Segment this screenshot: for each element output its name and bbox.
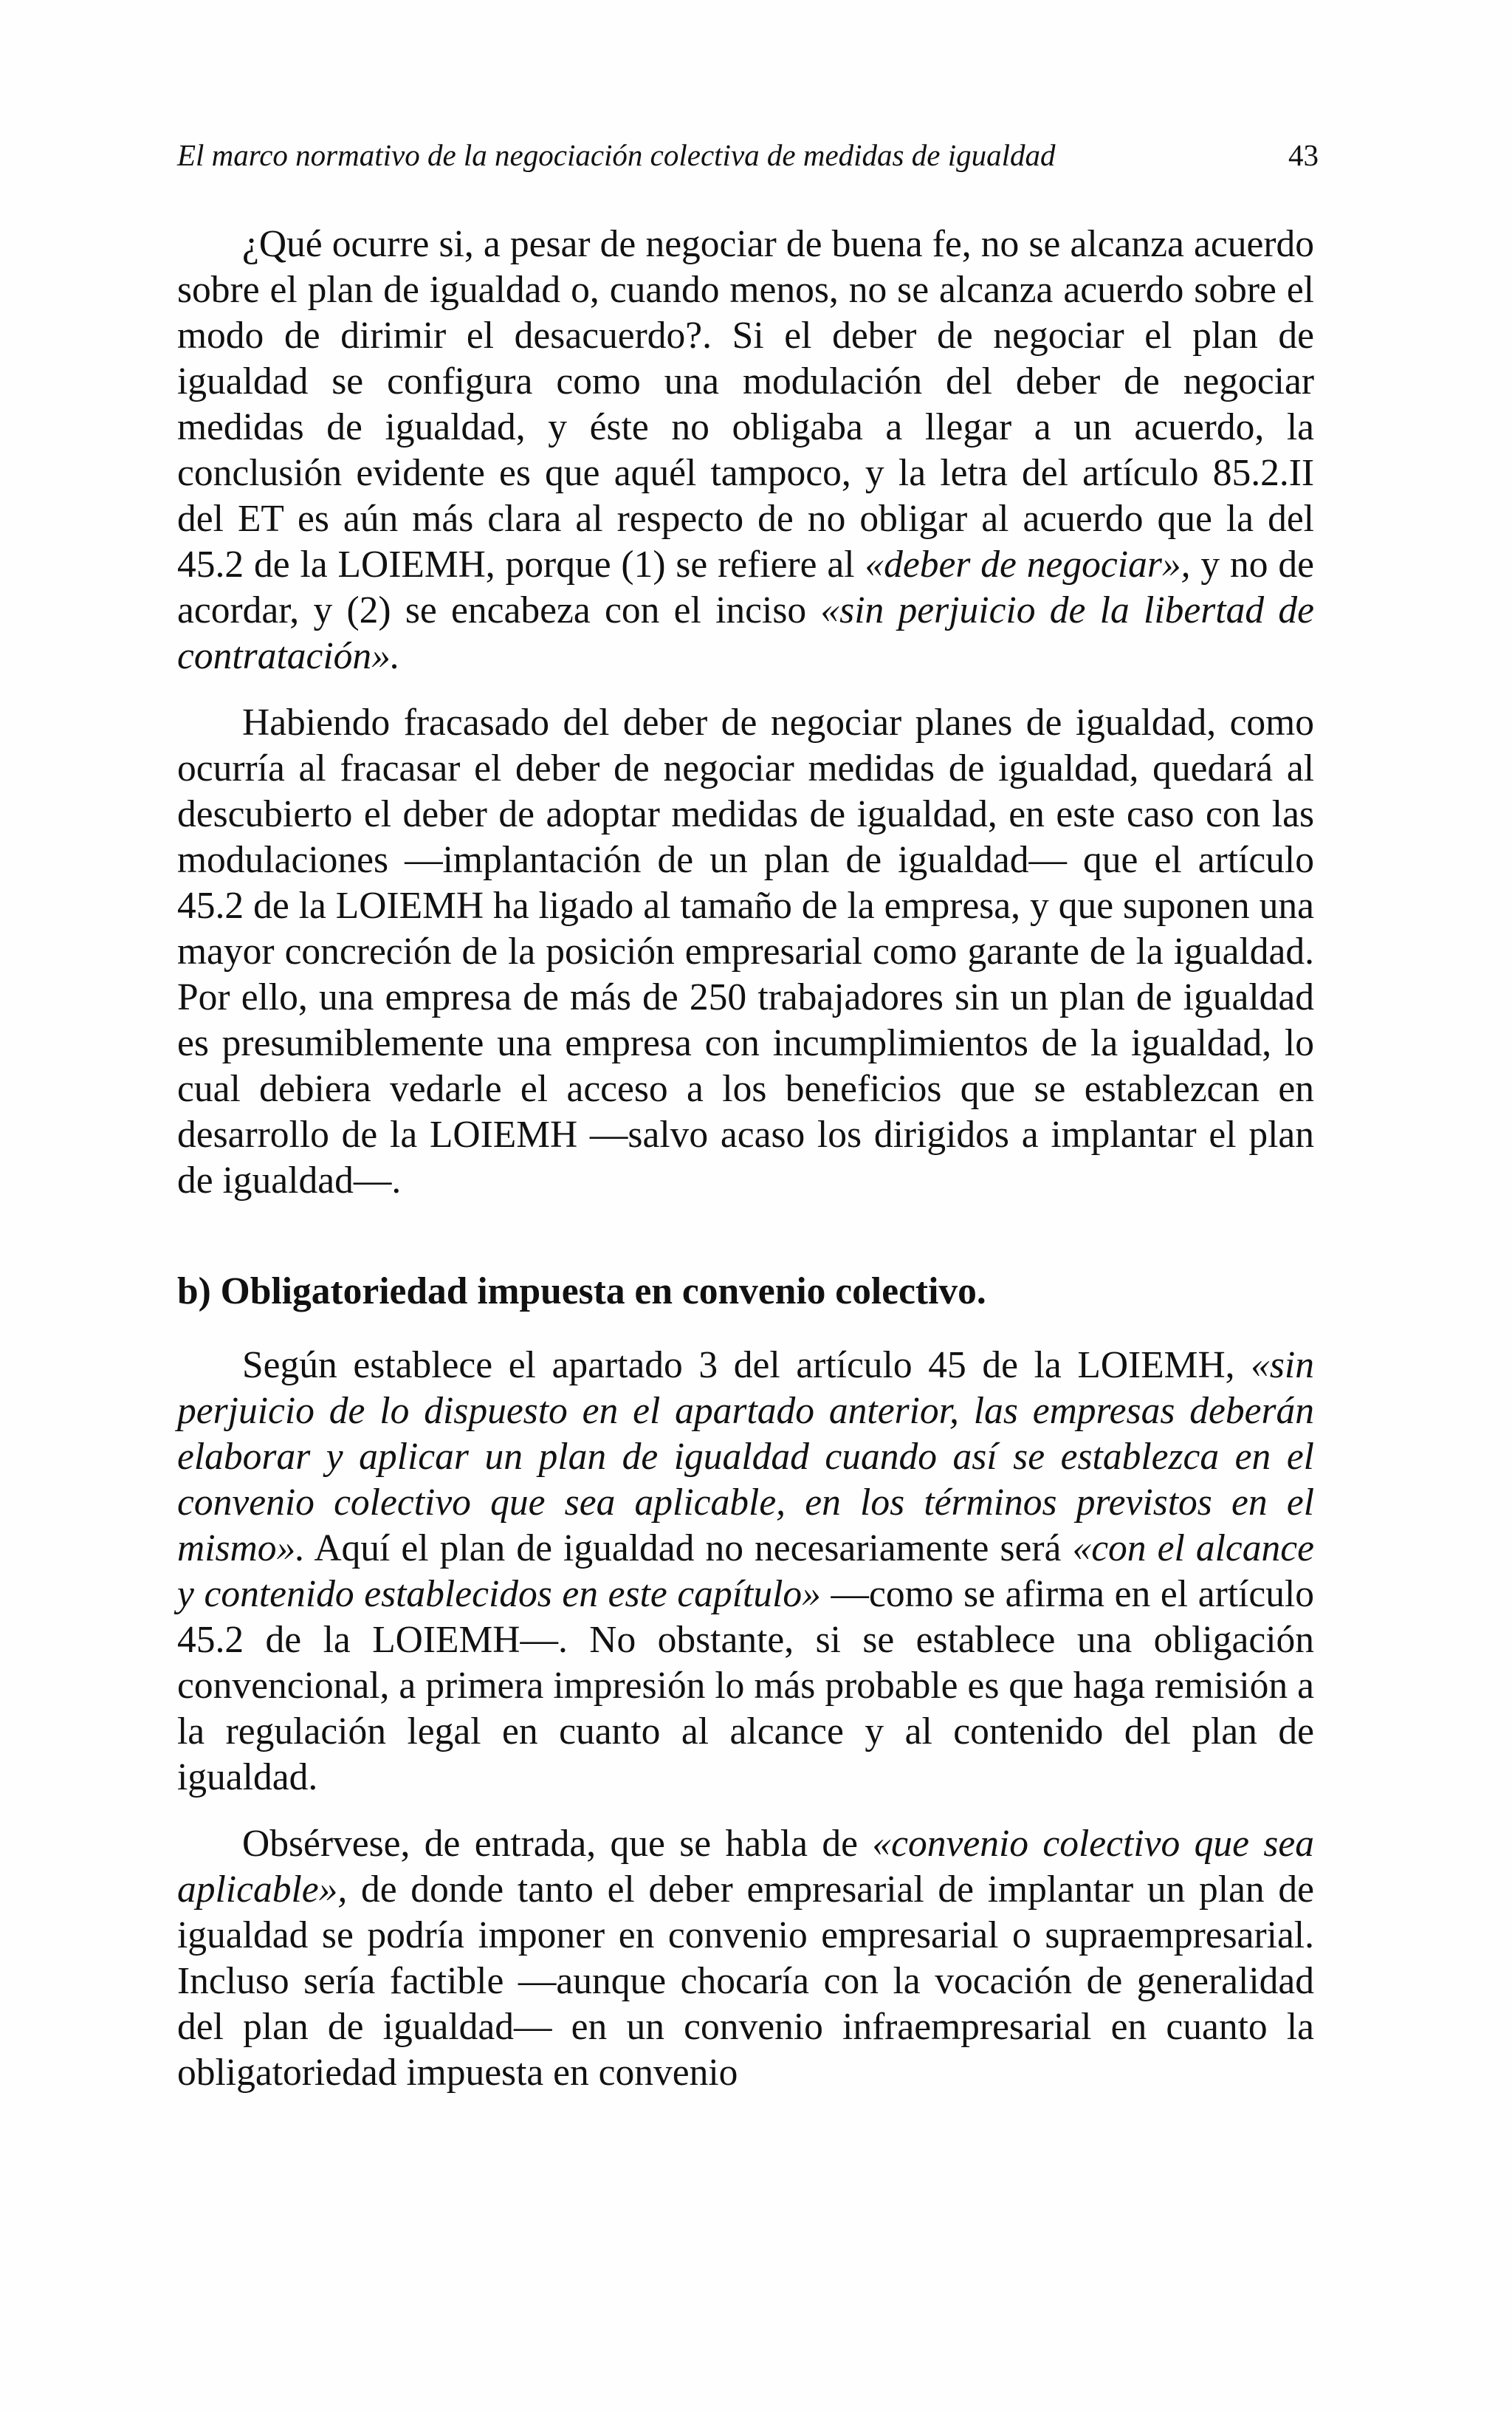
- paragraph-1-quote-deber-de-negociar: «deber de negociar»,: [865, 544, 1191, 586]
- paragraph-3-text-e: —como se afirma en el artículo 45.2 de la LOIEMH—. No obstante, si se establece una obligación convencional, a primera impresión lo más probable es que haga remisión a la regulación legal en cuanto al alcance y al contenido del plan de igualdad.: [177, 1573, 1315, 1798]
- paragraph-1-text-c: y no de acordar, y (2) se encabeza con el inciso: [177, 544, 1315, 631]
- paragraph-4: [177, 1821, 1314, 2096]
- section-heading: b) Obligatoriedad impuesta en convenio colectivo.: [177, 1270, 986, 1312]
- paragraph-1-quote-libertad-contratacion: «sin perjuicio de la libertad de contratación».: [177, 589, 1314, 677]
- paragraph-3-quote-alcance: «con el alcance y contenido establecidos en este capítulo»: [177, 1527, 1314, 1615]
- body-text: [177, 222, 1314, 2096]
- paragraph-4-text-c: de donde tanto el deber empresarial de implantar un plan de igualdad se podría imponer en convenio empresarial o supraempresarial. Incluso sería factible —aunque chocaría con la vocación de generalidad del plan de igualdad— en un convenio infraempresarial en cuanto la obligatoriedad impuesta en convenio: [177, 1868, 1314, 2094]
- paragraph-3-quote-article: «sin perjuicio de lo dispuesto en el apartado anterior, las empresas deberán elaborar y aplicar un plan de igualdad cuando así se establezca en el convenio colectivo que sea aplicable, en los términos previstos en el mismo».: [177, 1344, 1314, 1569]
- page-number: 43: [1288, 138, 1319, 172]
- paragraph-3-text-c: Aquí el plan de igualdad no necesariamente será: [305, 1527, 1073, 1569]
- paragraph-3: [177, 1343, 1314, 1801]
- paragraph-1-text-a: ¿Qué ocurre si, a pesar de negociar de buena fe, no se alcanza acuerdo sobre el plan de igualdad o, cuando menos, no se alcanza acuerdo sobre el modo de dirimir el desacuerdo?. Si el deber de negociar el plan de igualdad se configura como una modulación del deber de negociar medidas de igualdad, y éste no obligaba a llegar a un acuerdo, la conclusión evidente es que aquél tampoco, y la letra del artículo 85.2.II del ET es aún más clara al respecto de no obligar al acuerdo que la del 45.2 de la LOIEMH, porque (1) se refiere al: [177, 223, 1314, 586]
- paragraph-4-text-a: Obsérvese, de entrada, que se habla de: [242, 1823, 873, 1865]
- running-head-title: El marco normativo de la negociación colectiva de medidas de igualdad: [177, 138, 1056, 172]
- paragraph-4-quote-convenio: «convenio colectivo que sea aplicable»,: [177, 1823, 1315, 1911]
- paragraph-1: [177, 222, 1314, 679]
- paragraph-2: Habiendo fracasado del deber de negociar planes de igualdad, como ocurría al fracasar el deber de negociar medidas de igualdad, quedará al descubierto el deber de adoptar medidas de igualdad, en este caso con las modulaciones —implantación de un plan de igualdad— que el artículo 45.2 de la LOIEMH ha ligado al tamaño de la empresa, y que suponen una mayor concreción de la posición empresarial como garante de la igualdad. Por ello, una empresa de más de 250 trabajadores sin un plan de igualdad es presumiblemente una empresa con incumplimientos de la igualdad, lo cual debiera vedarle el acceso a los beneficios que se establezcan en desarrollo de la LOIEMH —salvo acaso los dirigidos a implantar el plan de igualdad—.: [177, 702, 1314, 1202]
- paragraph-3-text-a: Según establece el apartado 3 del artículo 45 de la LOIEMH,: [242, 1344, 1251, 1386]
